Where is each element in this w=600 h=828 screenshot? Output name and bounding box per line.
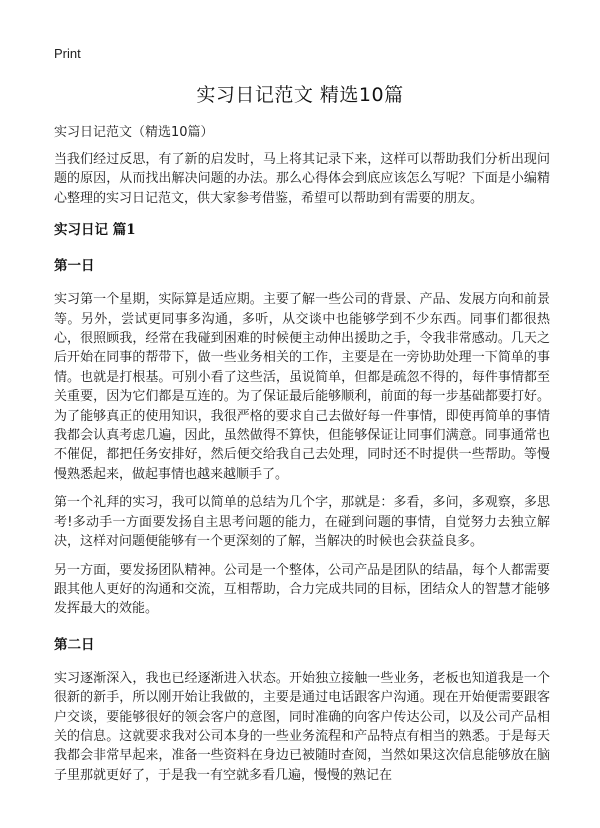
intro-paragraph: 当我们经过反思，有了新的启发时，马上将其记录下来，这样可以帮助我们分析出现问题的原因，从而找出解决问题的办法。那么心得体会到底应该怎么写呢？下面是小编精心整理的实习日记范文，供大家参考借鉴，希望可以帮助到有需要的朋友。 [54,152,550,206]
day2-heading: 第二日 [54,636,95,653]
day1-heading: 第一日 [54,258,95,275]
document-body [54,150,550,794]
day1-paragraph-2: 第一个礼拜的实习，我可以简单的总结为几个字，那就是：多看，多问，多观察，多思考!多动手一方面要发扬自主思考问题的能力，在碰到问题的事情，自觉努力去独立解决，这样对问题便能够有一个更深刻的了解，当解决的时候也会获益良多。 [54,495,550,550]
day2-paragraph-1: 实习逐渐深入，我也已经逐渐进入状态。开始独立接触一些业务，老板也知道我是一个很新的新手，所以刚开始让我做的，主要是通过电话跟客户沟通。现在开始便需要跟客户交谈，要能够很好的领会客户的意图，同时准确的向客户传达公司，以及公司产品相关的信息。这就要求我对公司本身的一些业务流程和产品特点有相当的熟悉。于是每天我都会非常早起来，准备一些资料在身边已被随时查阅，当然如果这次信息能够放在脑子里那就更好了，于是我一有空就多看几遍，慢慢的熟记在 [54,670,550,783]
document-subtitle: 实习日记范文（精选10篇） [54,125,214,140]
section-heading: 实习日记 篇1 [54,222,136,239]
document-title: 实习日记范文 精选10篇 [196,84,404,106]
day1-paragraph-3: 另一方面，要发扬团队精神。公司是一个整体，公司产品是团队的结晶，每个人都需要跟其他人更好的沟通和交流，互相帮助，合力完成共同的目标，团结众人的智慧才能够发挥最大的效能。 [54,562,550,617]
print-link[interactable]: Print [54,46,81,61]
day1-paragraph-1: 实习第一个星期，实际算是适应期。主要了解一些公司的背景、产品、发展方向和前景等。另外，尝试更同事多沟通，多听，从交谈中也能够学到不少东西。同事们都很热心，很照顾我，经常在我碰到困难的时候便主动伸出援助之手，令我非常感动。几天之后开始在同事的帮带下，做一些业务相关的工作，主要是在一旁协助处理一下简单的事情。也就是打根基。可别小看了这些活，虽说简单，但都是疏忽不得的，每件事情都至关重要，因为它们都是互连的。为了保证最后能够顺利，前面的每一步基础都要打好。为了能够真正的使用知识，我很严格的要求自己去做好每一件事情，即使再简单的事情我都会认真考虑几遍，因此，虽然做得不算快，但能够保证让同事们满意。同事通常也不催促，都把任务安排好，然后便交给我自己去处理，同时还不时提供一些帮助。等慢慢熟悉起来，做起事情也越来越顺手了。 [54,292,550,482]
